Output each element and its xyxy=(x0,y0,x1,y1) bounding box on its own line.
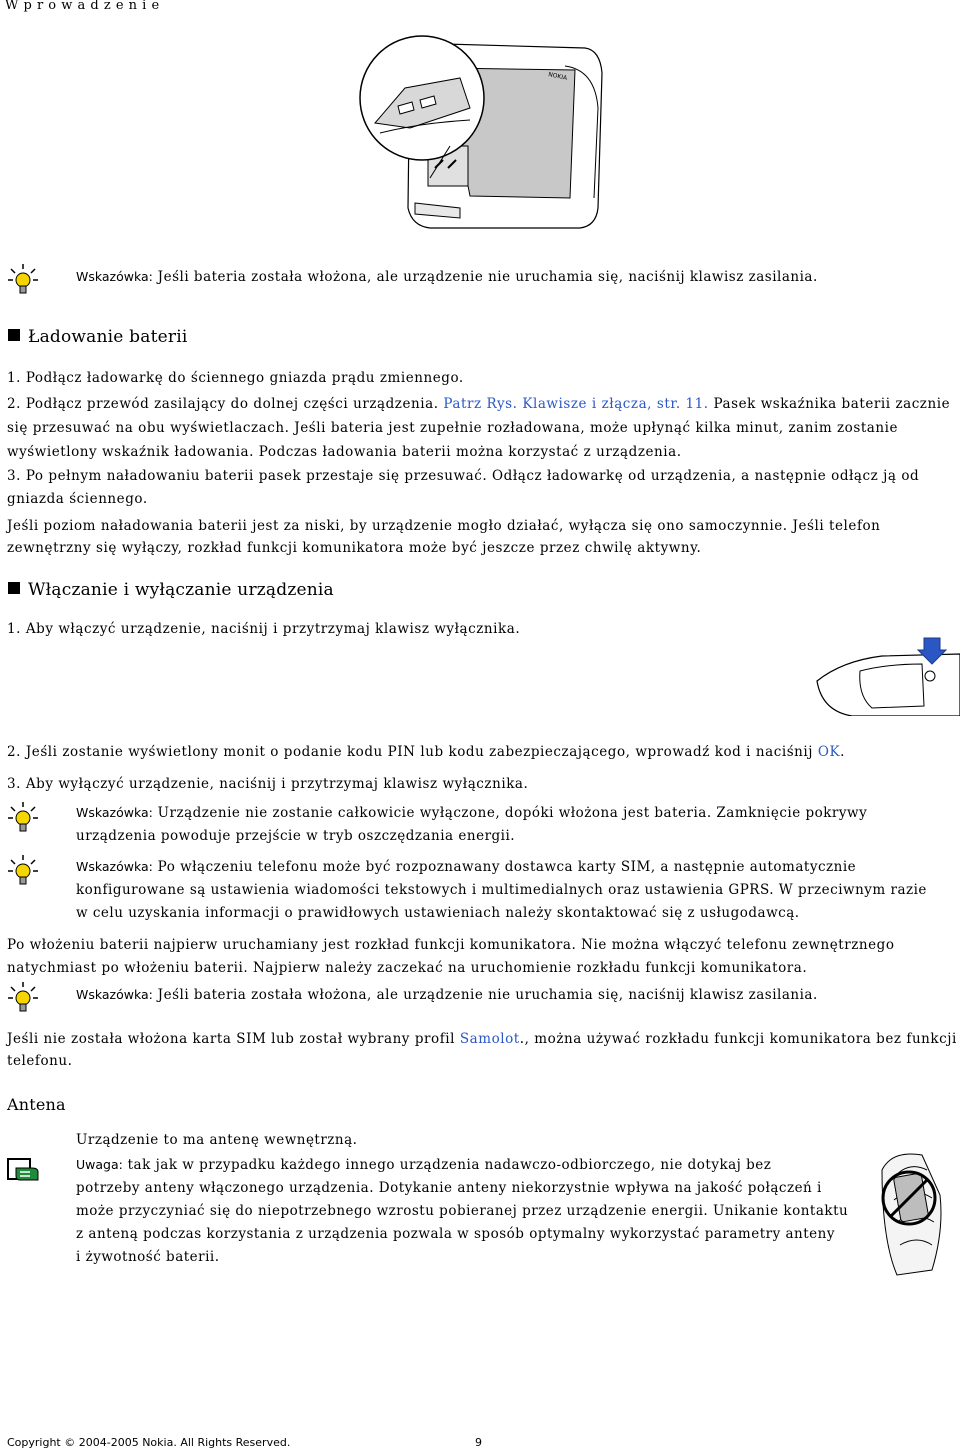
profile-name-samolot: Samolot xyxy=(459,1031,520,1047)
charging-note-line-2: zewnętrzny się wyłączy, rozkład funkcji komunikatora może być jeszcze przez chwilę aktywny. xyxy=(7,540,702,556)
tip-body: Jeśli bateria została włożona, ale urządzenie nie uruchamia się, naciśnij klawisz zasilania. xyxy=(152,987,818,1003)
brand-mark: NOKIA xyxy=(547,71,568,82)
section-heading-charging xyxy=(8,327,187,347)
tip-label: Wskazówka: xyxy=(76,859,153,874)
antenna-line: Urządzenie to ma antenę wewnętrzną. xyxy=(76,1132,358,1148)
tip-label: Wskazówka: xyxy=(76,805,153,820)
power-key-illustration xyxy=(812,636,960,716)
lightbulb-tip-icon xyxy=(6,853,40,887)
charging-step-2-line-3: wyświetlony wskaźnik ładowania. Podczas ładowania baterii można korzystać z urządzenia. xyxy=(7,444,682,460)
charging-step-3-line-2: gniazda ściennego. xyxy=(7,491,148,507)
paragraph-text: Jeśli nie została włożona karta SIM lub został wybrany profil xyxy=(7,1031,460,1047)
antenna-note-line-5: i żywotność baterii. xyxy=(76,1249,220,1265)
tip-text xyxy=(76,987,818,1003)
heading-bullet xyxy=(8,582,20,594)
ok-softkey-label: OK xyxy=(817,744,841,760)
tip-label: Wskazówka: xyxy=(76,987,153,1002)
antenna-note-line-3: może przyczyniać się do niepotrzebnego wzrostu pobieranej przez urządzenie energii. Unikanie kontaktu xyxy=(76,1203,849,1219)
power-step-2 xyxy=(7,744,845,760)
lightbulb-tip-icon xyxy=(6,262,40,296)
heading-bullet xyxy=(8,329,20,341)
section-heading-antenna: Antena xyxy=(7,1095,66,1114)
heading-text: Ładowanie baterii xyxy=(28,327,188,347)
tip-text-line-2: urządzenia powoduje przejście w tryb oszczędzania energii. xyxy=(76,828,516,844)
antenna-no-touch-illustration xyxy=(862,1140,957,1280)
power-paragraph-2-line-2: telefonu. xyxy=(7,1053,73,1069)
heading-text: Włączanie i wyłączanie urządzenia xyxy=(28,580,334,600)
tip-body: Po włączeniu telefonu może być rozpoznawany dostawca karty SIM, a następnie automatycznie xyxy=(152,859,857,875)
antenna-note-line-4: z anteną podczas korzystania z urządzenia pozwala w sposób optymalny wykorzystać parametry anteny xyxy=(76,1226,835,1242)
step-text: 2. Jeśli zostanie wyświetlony monit o podanie kodu PIN lub kodu zabezpieczającego, wprowadź kod i naciśnij xyxy=(7,744,818,760)
cross-reference-link[interactable]: Patrz Rys. Klawisze i złącza, str. 11. xyxy=(443,396,709,412)
tip-text-line-2: konfigurowane są ustawienia wiadomości tekstowych i multimedialnych oraz ustawienia GPRS. W przeciwnym razie xyxy=(76,882,927,898)
tip-text xyxy=(76,805,867,821)
footer-copyright: Copyright © 2004-2005 Nokia. All Rights Reserved. xyxy=(7,1436,291,1449)
step-text: 2. Podłącz przewód zasilający do dolnej części urządzenia. xyxy=(7,396,444,412)
tip-body: Urządzenie nie zostanie całkowicie wyłączone, dopóki włożona jest bateria. Zamknięcie pokrywy xyxy=(152,805,868,821)
antenna-note xyxy=(76,1157,771,1173)
page-number: 9 xyxy=(475,1436,482,1449)
note-body: tak jak w przypadku każdego innego urządzenia nadawczo-odbiorczego, nie dotykaj bez xyxy=(122,1157,772,1173)
antenna-note-line-2: potrzeby anteny włączonego urządzenia. Dotykanie anteny niekorzystnie wpływa na jakość połączeń i xyxy=(76,1180,822,1196)
power-step-3: 3. Aby wyłączyć urządzenie, naciśnij i przytrzymaj klawisz wyłącznika. xyxy=(7,776,529,792)
step-text: Pasek wskaźnika baterii zacznie xyxy=(708,396,951,412)
charging-step-1: 1. Podłącz ładowarkę do ściennego gniazda prądu zmiennego. xyxy=(7,370,464,386)
charging-note: Jeśli poziom naładowania baterii jest za niski, by urządzenie mogło działać, wyłącza się ono samoczynnie. Jeśli telefon xyxy=(7,518,881,534)
charging-step-3: 3. Po pełnym naładowaniu baterii pasek przestaje się przesuwać. Odłącz ładowarkę od urządzenia, a następnie odłącz ją od xyxy=(7,468,920,484)
tip-body: Jeśli bateria została włożona, ale urządzenie nie uruchamia się, naciśnij klawisz zasilania. xyxy=(152,269,818,285)
power-paragraph-1: Po włożeniu baterii najpierw uruchamiany jest rozkład funkcji komunikatora. Nie można włączyć telefonu zewnętrznego xyxy=(7,937,895,953)
paragraph-text: ., można używać rozkładu funkcji komunikatora bez funkcji xyxy=(519,1031,957,1047)
power-step-1: 1. Aby włączyć urządzenie, naciśnij i przytrzymaj klawisz wyłącznika. xyxy=(7,621,521,637)
tip-text xyxy=(76,269,818,285)
battery-insertion-illustration xyxy=(350,28,620,233)
tip-label: Wskazówka: xyxy=(76,269,153,284)
section-heading-power xyxy=(8,580,334,600)
tip-text xyxy=(76,859,856,875)
note-hand-icon xyxy=(6,1156,40,1184)
note-label: Uwaga: xyxy=(76,1157,123,1172)
running-header: W p r o w a d z e n i e xyxy=(5,0,160,13)
tip-text-line-3: w celu uzyskania informacji o prawidłowych ustawieniach należy skontaktować się z usługodawcą. xyxy=(76,905,800,921)
lightbulb-tip-icon xyxy=(6,980,40,1014)
charging-step-2-line-2: się przesuwać na obu wyświetlaczach. Jeśli bateria jest zupełnie rozładowana, może upłynąć kilka minut, zanim zostanie xyxy=(7,420,899,436)
power-paragraph-2 xyxy=(7,1031,957,1047)
lightbulb-tip-icon xyxy=(6,800,40,834)
step-text: . xyxy=(840,744,845,760)
power-paragraph-1-line-2: natychmiast po włożeniu baterii. Najpierw należy zaczekać na uruchomienie rozkładu funkcji komunikatora. xyxy=(7,960,808,976)
charging-step-2 xyxy=(7,396,950,412)
